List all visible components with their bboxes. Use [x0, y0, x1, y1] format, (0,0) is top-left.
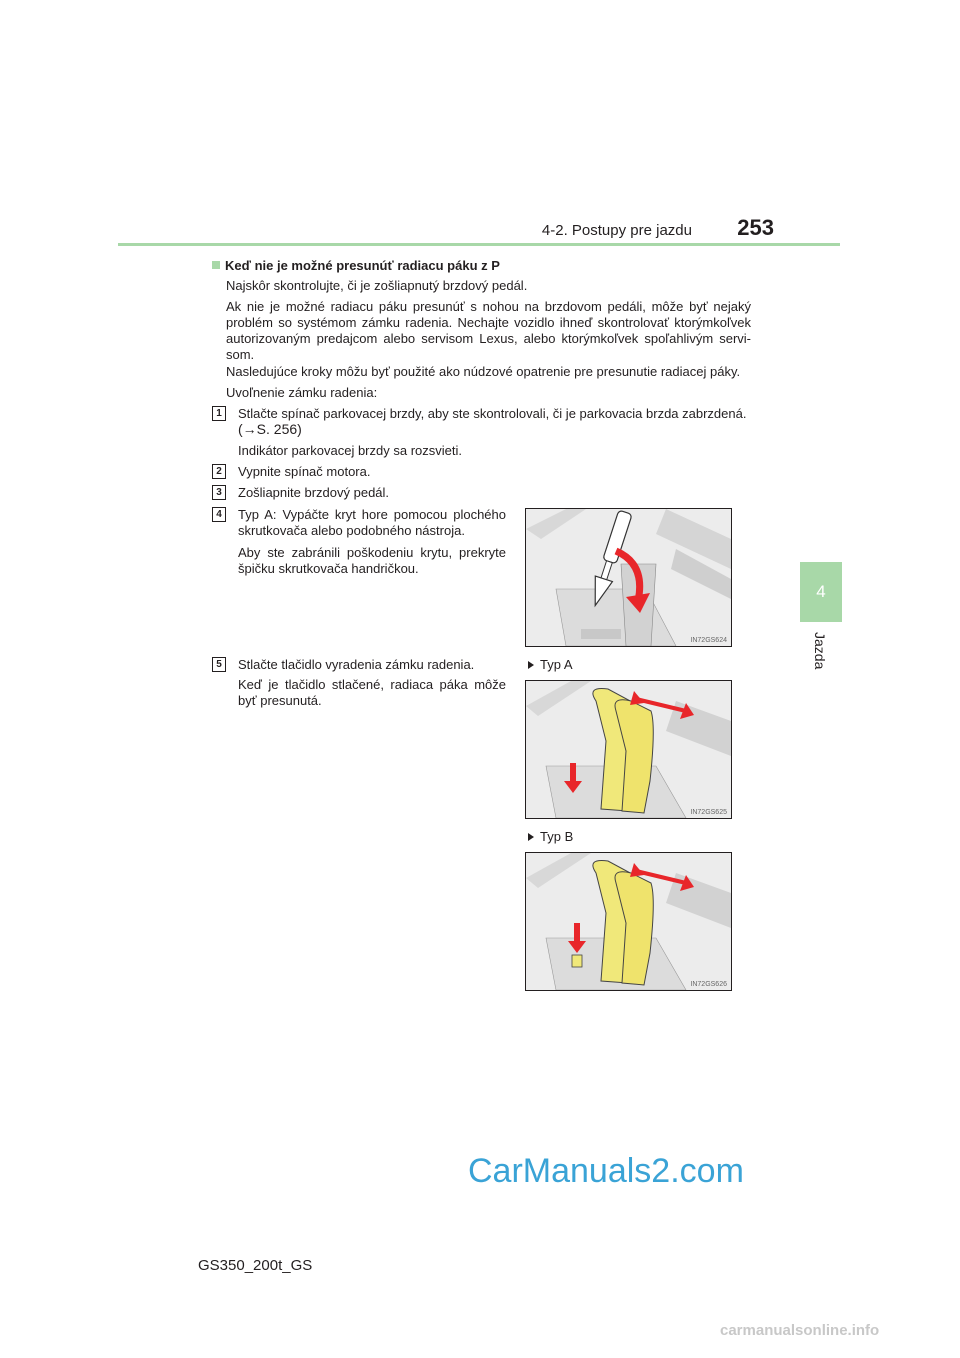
figure-shift-type-b [525, 852, 732, 991]
step-number-5: 5 [212, 657, 226, 672]
watermark-main: CarManuals2.com [468, 1152, 744, 1190]
figure-shift-type-a [525, 680, 732, 819]
figure-2-illustration [526, 681, 731, 818]
figure-3-illustration [526, 853, 731, 990]
step-2-text: Vypnite spínač motora. [238, 464, 371, 479]
step-number-1: 1 [212, 406, 226, 421]
step-5-note: Keď je tlačidlo stlačené, radiaca páka môže byť presunutá. [238, 677, 506, 708]
figure-3-code: IN72GS626 [690, 981, 727, 988]
footer-model: GS350_200t_GS [198, 1257, 313, 1274]
figure-2-label-text: Typ A [540, 657, 573, 672]
watermark-bottom: carmanualsonline.info [720, 1322, 880, 1339]
chapter-label: Jazda [812, 632, 828, 670]
step-3-text: Zošliapnite brzdový pedál. [238, 485, 390, 500]
chapter-tab: 4 [800, 562, 842, 622]
step-number-3: 3 [212, 485, 226, 500]
figure-2-label [528, 657, 573, 673]
figure-1-code: IN72GS624 [690, 637, 727, 644]
section-title: 4-2. Postupy pre jazdu [541, 222, 692, 239]
paragraph-3: Nasledujúce kroky môžu byť použité ako núdzové opatrenie pre presunutie radiacej páky. [226, 364, 741, 379]
step-4-note: Aby ste zabránili poškodeniu krytu, prekryte špičku skrutkovača handričkou. [238, 545, 506, 576]
step-1-note: Indikátor parkovacej brzdy sa rozsvieti. [238, 443, 462, 458]
step-1-reference: (→S. 256) [238, 421, 302, 437]
heading-square-icon [212, 261, 220, 269]
figure-3-label-text: Typ B [540, 829, 574, 844]
paragraph-1: Najskôr skontrolujte, či je zošliapnutý brzdový pedál. [226, 278, 528, 293]
figure-1-illustration [526, 509, 731, 646]
header-rule [118, 243, 840, 246]
triangle-bullet-icon [528, 833, 534, 841]
step-5-text: Stlačte tlačidlo vyradenia zámku radenia. [238, 657, 475, 672]
triangle-bullet-icon [528, 661, 534, 669]
step-number-2: 2 [212, 464, 226, 479]
step-number-4: 4 [212, 507, 226, 522]
heading-text: Keď nie je možné presunúť radiacu páku z P [225, 258, 500, 273]
figure-2-code: IN72GS625 [690, 809, 727, 816]
figure-screwdriver [525, 508, 732, 647]
figure-3-label [528, 829, 573, 845]
paragraph-4: Uvoľnenie zámku radenia: [226, 385, 378, 400]
page-number: 253 [737, 215, 774, 240]
step-1-text: Stlačte spínač parkovacej brzdy, aby ste skontrolovali, či je parkovacia brzda zabrzdená. [238, 406, 747, 421]
section-heading [212, 258, 500, 274]
paragraph-2: Ak nie je možné radiacu páku presunúť s nohou na brzdovom pedáli, môže byť nejaký problém so systémom zámku radenia. Nechajte vozidlo ihneď skontrolovať ktorýmkoľvek autorizovaným predajcom alebo servisom Lexus, alebo ktorýmkoľvek spoľahlivým servi-som. [226, 299, 751, 362]
step-4-text: Typ A: Vypáčte kryt hore pomocou plochého skrutkovača alebo podobného nástroja. [238, 507, 506, 538]
